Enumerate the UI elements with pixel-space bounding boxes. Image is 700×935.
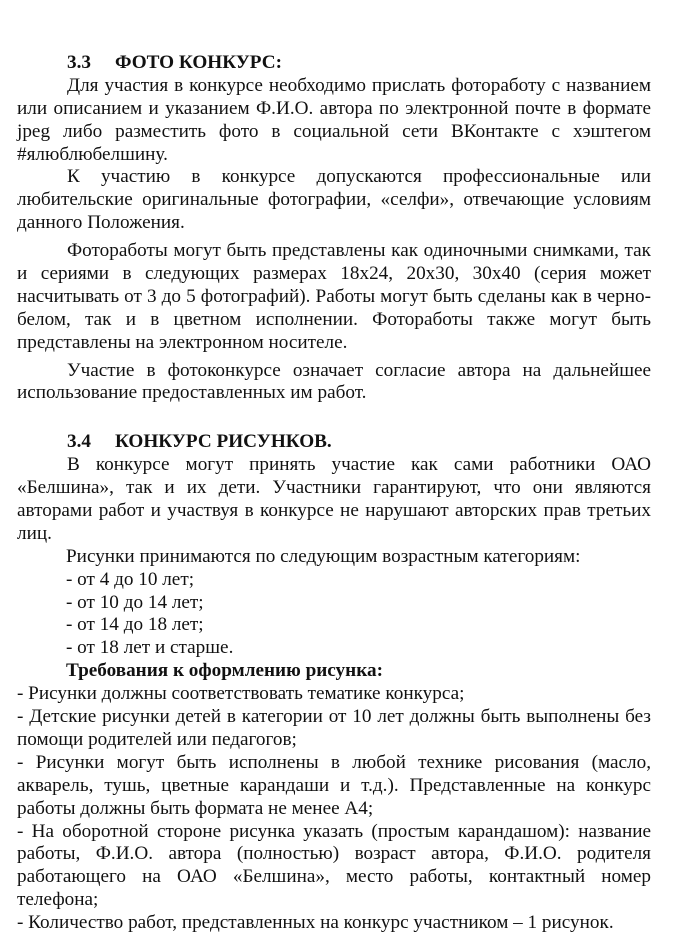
paragraph-line: и сериями в следующих размерах 18х24, 20х30, 30х40 (серия может — [17, 263, 651, 285]
section-title: КОНКУРС РИСУНКОВ. — [115, 431, 332, 453]
paragraph-line: любительские оригинальные фотографии, «селфи», отвечающие условиям — [17, 189, 651, 211]
paragraph-line: авторами работ и участвуя в конкурсе не нарушают авторских прав третьих — [17, 500, 651, 522]
paragraph-line: Рисунки принимаются по следующим возрастным категориям: — [66, 545, 581, 567]
paragraph-line: К участию в конкурсе допускаются профессиональные или — [67, 166, 651, 188]
paragraph-line: данного Положения. — [17, 212, 185, 234]
list-item: - Рисунки должны соответствовать тематике конкурса; — [17, 683, 465, 705]
paragraph-line: использование предоставленных им работ. — [17, 382, 367, 404]
list-item: - Детские рисунки детей в категории от 10 лет должны быть выполнены без — [17, 706, 651, 728]
list-item: - от 4 до 10 лет; — [66, 568, 195, 590]
paragraph-line: белом, так и в цветном исполнении. Фотоработы также могут быть — [17, 308, 651, 330]
paragraph-line: работающего на ОАО «Белшина», место работы, контактный номер — [17, 866, 651, 888]
paragraph-line: #ялюблюбелшину. — [17, 143, 168, 165]
requirements-heading: Требования к оформлению рисунка: — [66, 660, 383, 682]
section-title: ФОТО КОНКУРС: — [115, 52, 283, 73]
list-item: - от 14 до 18 лет; — [66, 614, 204, 636]
paragraph-line: или описанием и указанием Ф.И.О. автора по электронной почте в формате — [17, 97, 651, 119]
paragraph-line: работы должны быть формата не менее А4; — [17, 797, 374, 819]
paragraph-line: представлены на электронном носителе. — [17, 331, 348, 353]
section-heading-foto — [17, 52, 651, 75]
section-heading-risunki — [17, 431, 651, 454]
paragraph-line: телефона; — [17, 889, 99, 911]
paragraph-line: Участие в фотоконкурсе означает согласие автора на дальнейшее — [67, 359, 651, 381]
list-item: - от 10 до 14 лет; — [66, 591, 204, 613]
paragraph-line: Фотоработы могут быть представлены как одиночными снимками, так — [67, 240, 651, 262]
paragraph-line: работы, Ф.И.О. автора (полностью) возраст автора, Ф.И.О. родителя — [17, 843, 651, 865]
paragraph-line: Для участия в конкурсе необходимо прислать фотоработу с названием — [67, 74, 651, 96]
list-item: - На оборотной стороне рисунка указать (простым карандашом): название — [17, 820, 651, 842]
list-item: - Количество работ, представленных на конкурс участником – 1 рисунок. — [17, 912, 614, 934]
list-item: - Рисунки могут быть исполнены в любой технике рисования (масло, — [17, 751, 651, 773]
document-page — [17, 52, 651, 935]
paragraph-line: акварель, тушь, цветные карандаши и т.д.). Представленные на конкурс — [17, 774, 651, 796]
paragraph-line: В конкурсе могут принять участие как сами работники ОАО — [67, 454, 651, 476]
paragraph-line: лиц. — [17, 522, 52, 544]
paragraph-line: jpeg либо разместить фото в социальной сети ВКонтакте с хэштегом — [17, 120, 651, 142]
paragraph-line: «Белшина», так и их дети. Участники гарантируют, что они являются — [17, 477, 651, 499]
paragraph-line: насчитывать от 3 до 5 фотографий). Работы могут быть сделаны как в черно- — [17, 285, 651, 307]
list-item: - от 18 лет и старше. — [66, 637, 234, 659]
section-number: 3.4 — [67, 431, 91, 453]
section-number: 3.3 — [67, 52, 91, 73]
paragraph-line: помощи родителей или педагогов; — [17, 728, 297, 750]
